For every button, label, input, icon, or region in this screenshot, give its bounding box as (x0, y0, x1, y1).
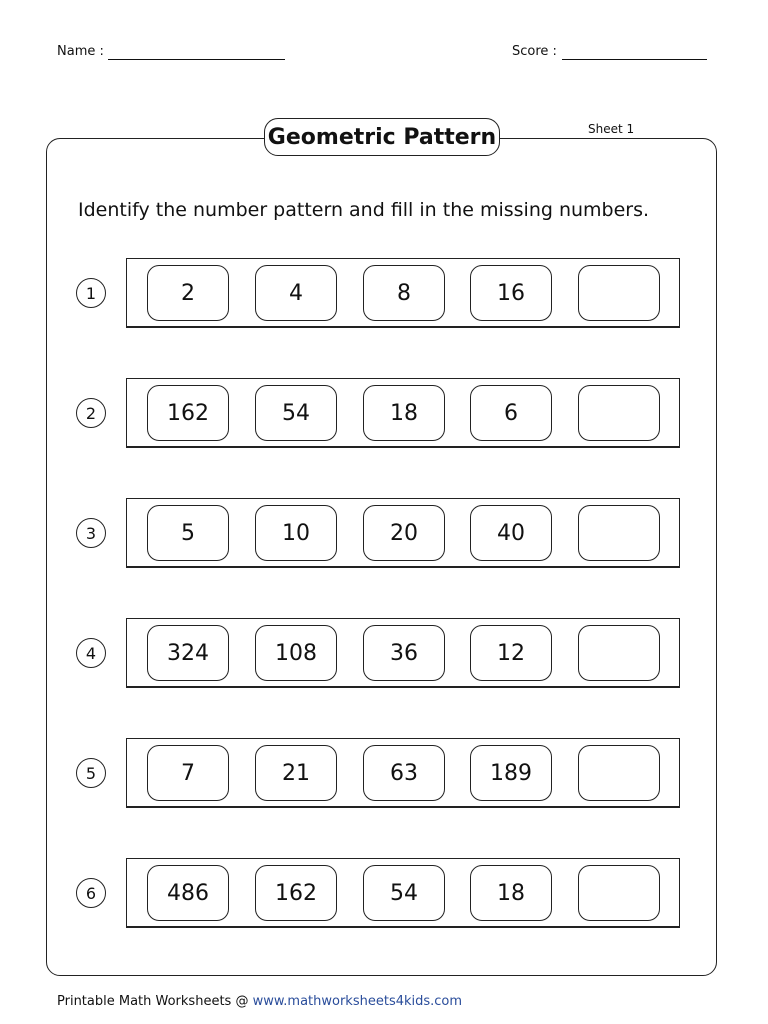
pattern-cell: 63 (363, 745, 445, 801)
pattern-cell: 6 (470, 385, 552, 441)
pattern-cell: 54 (255, 385, 337, 441)
answer-box[interactable] (578, 625, 660, 681)
score-field-line[interactable] (562, 59, 707, 60)
pattern-strip (126, 498, 680, 568)
pattern-cell: 18 (470, 865, 552, 921)
pattern-strip (126, 378, 680, 448)
answer-box[interactable] (578, 505, 660, 561)
pattern-cell: 21 (255, 745, 337, 801)
sheet-label: Sheet 1 (588, 122, 635, 136)
pattern-cell: 7 (147, 745, 229, 801)
answer-box[interactable] (578, 385, 660, 441)
worksheet-title: Geometric Pattern (264, 118, 500, 156)
pattern-strip (126, 258, 680, 328)
name-label: Name : (57, 44, 104, 59)
pattern-cell: 4 (255, 265, 337, 321)
pattern-cell: 324 (147, 625, 229, 681)
instruction-text: Identify the number pattern and fill in the missing numbers. (78, 199, 650, 221)
pattern-cell: 108 (255, 625, 337, 681)
pattern-cell: 18 (363, 385, 445, 441)
question-number: 1 (76, 278, 106, 308)
question-number: 4 (76, 638, 106, 668)
answer-box[interactable] (578, 865, 660, 921)
pattern-cell: 12 (470, 625, 552, 681)
question-number: 3 (76, 518, 106, 548)
pattern-cell: 486 (147, 865, 229, 921)
answer-box[interactable] (578, 265, 660, 321)
question-number: 5 (76, 758, 106, 788)
pattern-cell: 189 (470, 745, 552, 801)
pattern-cell: 54 (363, 865, 445, 921)
pattern-cell: 162 (147, 385, 229, 441)
pattern-cell: 5 (147, 505, 229, 561)
answer-box[interactable] (578, 745, 660, 801)
pattern-strip (126, 858, 680, 928)
pattern-cell: 162 (255, 865, 337, 921)
question-number: 6 (76, 878, 106, 908)
footer-text: Printable Math Worksheets @ (57, 994, 253, 1009)
pattern-strip (126, 618, 680, 688)
pattern-cell: 16 (470, 265, 552, 321)
score-label: Score : (512, 44, 557, 59)
pattern-cell: 2 (147, 265, 229, 321)
pattern-cell: 36 (363, 625, 445, 681)
pattern-cell: 8 (363, 265, 445, 321)
footer (57, 994, 462, 1009)
pattern-cell: 10 (255, 505, 337, 561)
pattern-cell: 40 (470, 505, 552, 561)
pattern-cell: 20 (363, 505, 445, 561)
name-field-line[interactable] (108, 59, 285, 60)
question-number: 2 (76, 398, 106, 428)
pattern-strip (126, 738, 680, 808)
footer-link[interactable]: www.mathworksheets4kids.com (252, 994, 463, 1009)
